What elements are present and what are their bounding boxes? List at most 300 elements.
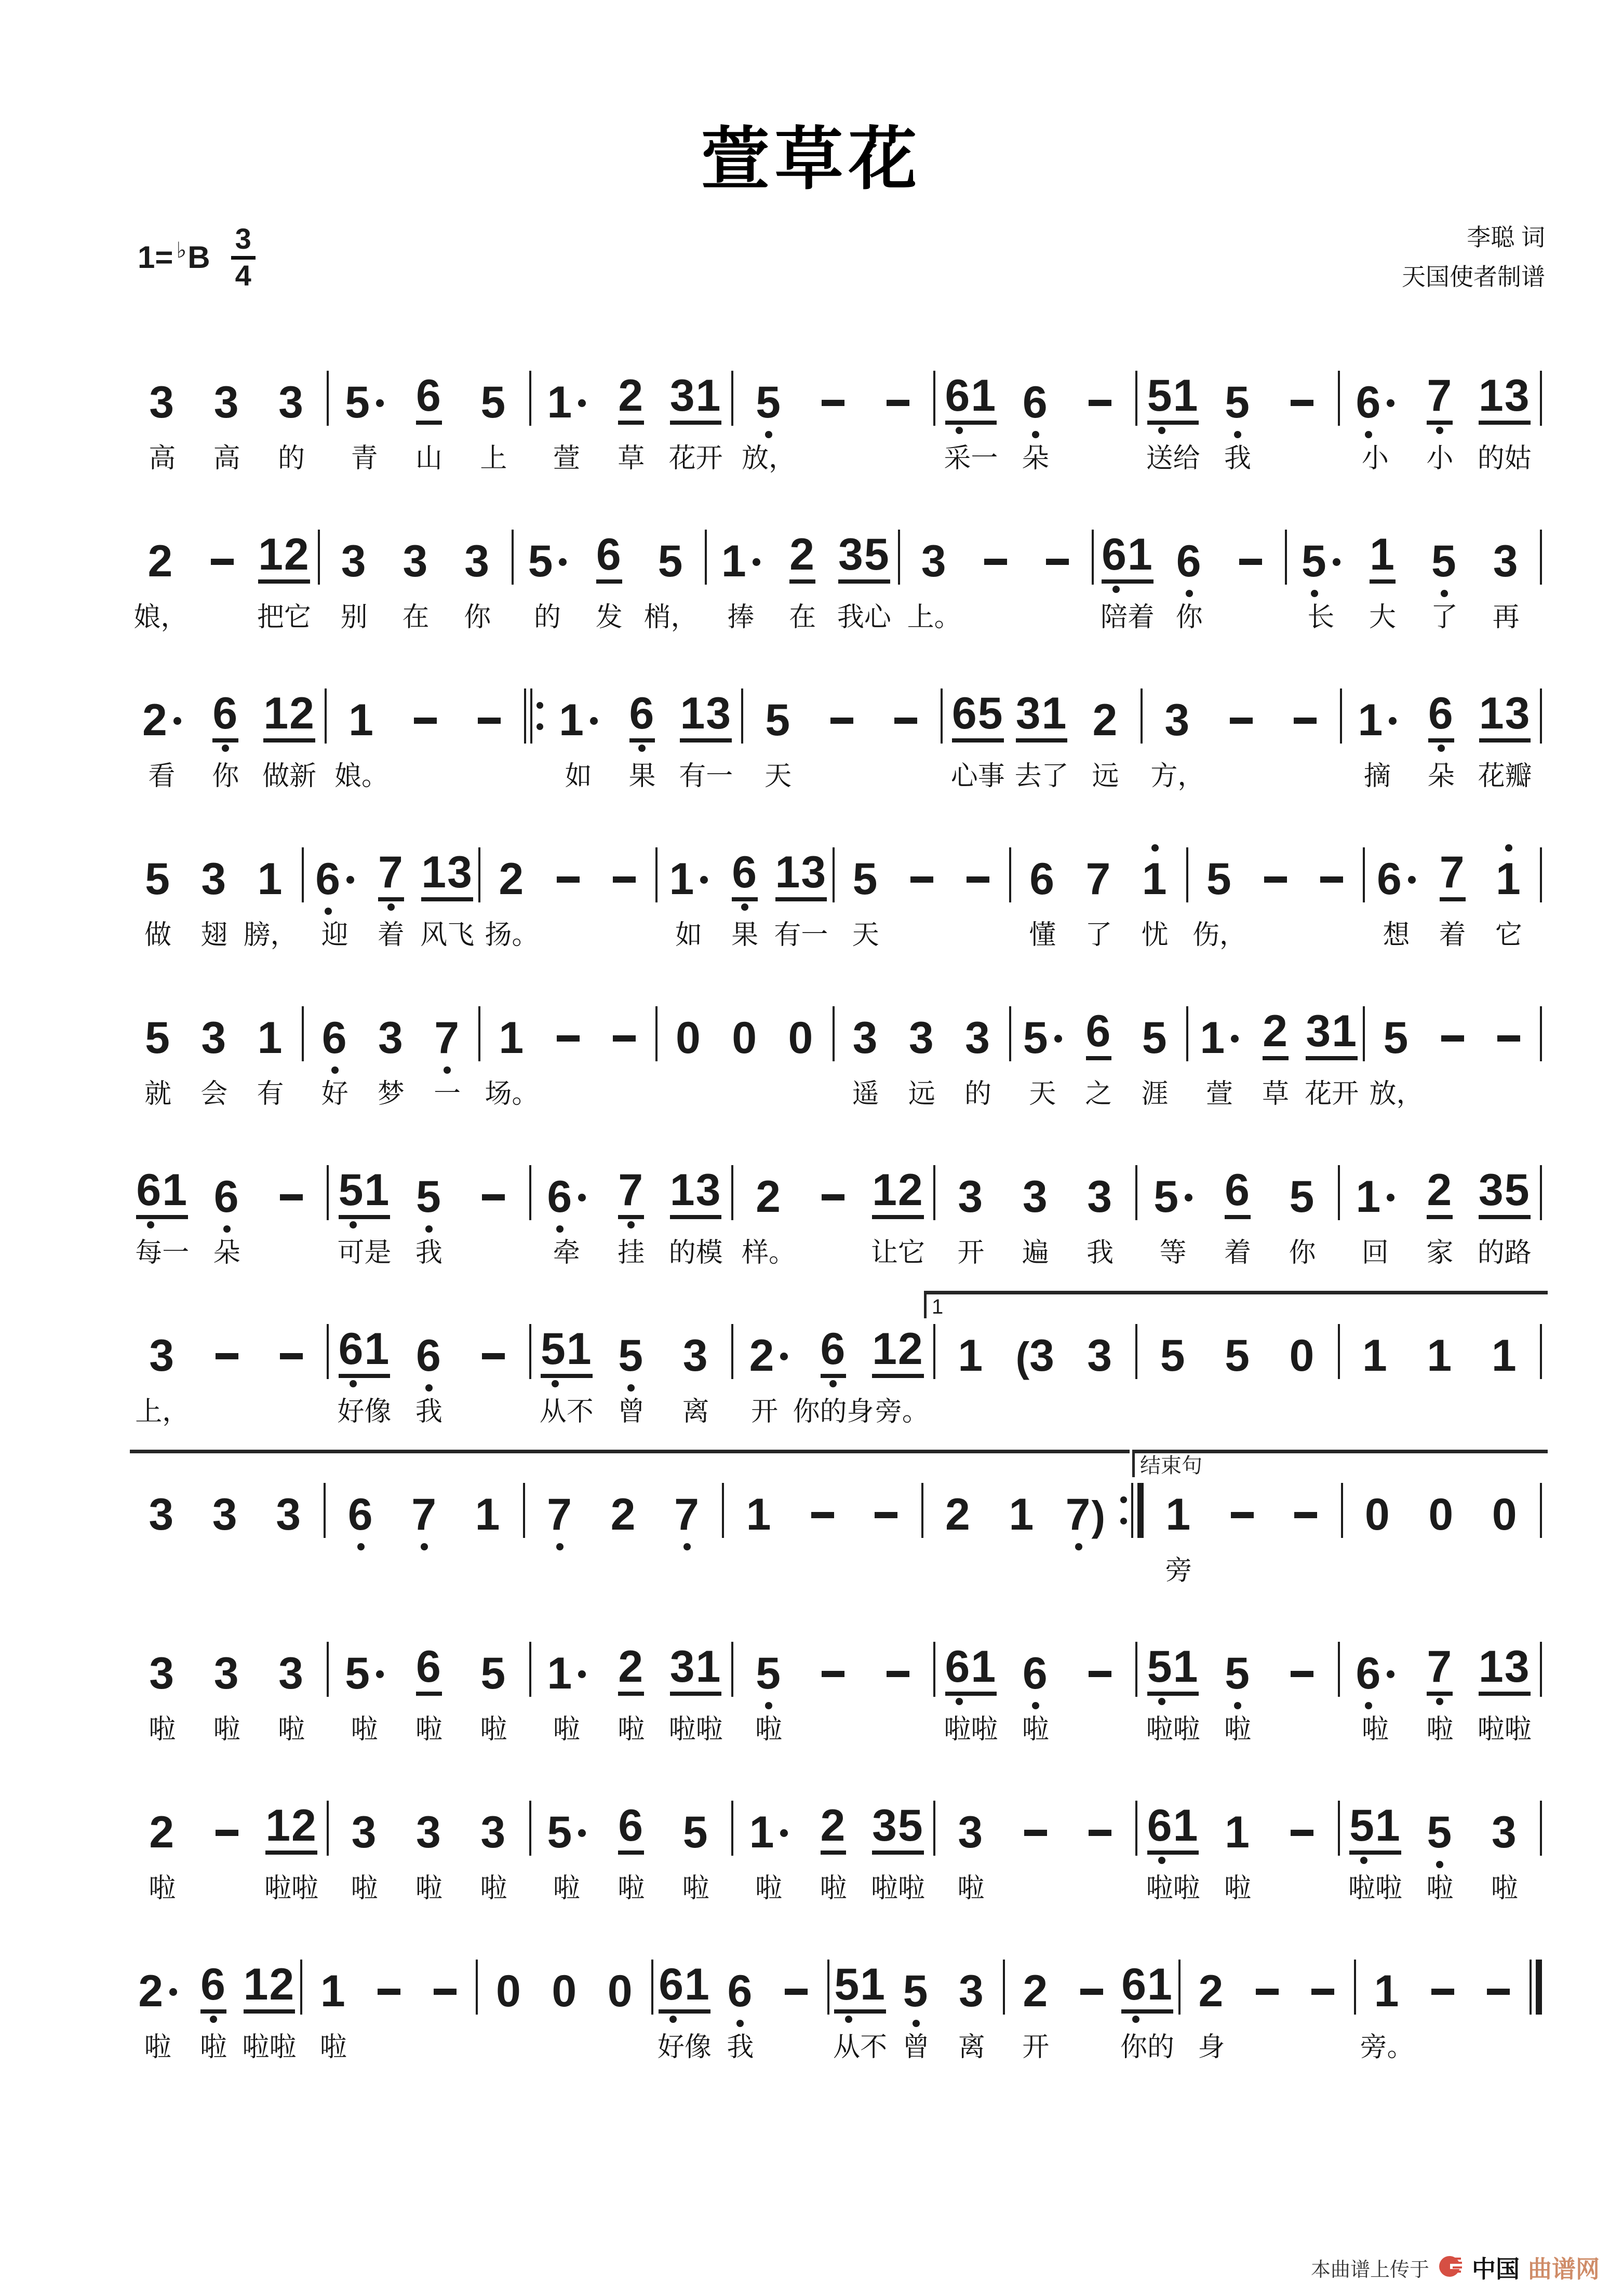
note-digits: 5	[1427, 1810, 1453, 1855]
note-digits: 5	[345, 1648, 371, 1698]
note	[332, 1637, 396, 1698]
note	[674, 683, 738, 745]
lyric	[1270, 1713, 1334, 1751]
lyric: 你	[464, 602, 491, 632]
barline-thin	[655, 1006, 658, 1061]
note	[866, 1795, 930, 1857]
lyrics-row	[534, 1872, 728, 1910]
lyric: 天	[1029, 1078, 1056, 1109]
notes-row	[534, 1319, 728, 1380]
barline	[933, 1795, 935, 1856]
note	[332, 1319, 396, 1380]
lyric	[1054, 1555, 1117, 1592]
note	[656, 1954, 712, 2016]
lyric: 如	[675, 920, 702, 950]
note	[130, 1319, 194, 1380]
note-digits: 3	[278, 377, 304, 427]
lyric: 高	[213, 443, 240, 474]
note-digits: 5	[1383, 1012, 1410, 1063]
barline	[933, 366, 935, 426]
lyric: 啦	[480, 1873, 507, 1903]
lyrics-row	[1343, 1713, 1537, 1751]
note	[185, 1954, 241, 2016]
duration-dash	[216, 1830, 238, 1836]
note	[1472, 1795, 1537, 1857]
lyrics-row	[130, 1555, 320, 1592]
note	[1205, 1160, 1270, 1221]
note-digits: 13	[670, 1168, 722, 1219]
measure-row	[130, 683, 1545, 798]
lyrics-row	[1345, 760, 1537, 798]
lyric	[1407, 1396, 1472, 1433]
note-digits: 5	[1206, 854, 1232, 904]
notes-row	[1290, 524, 1537, 586]
lyric: 娘。	[334, 761, 389, 791]
note-digits: 0	[1364, 1489, 1391, 1539]
lyric	[540, 919, 596, 956]
measure	[661, 1001, 829, 1115]
measure	[332, 1795, 526, 1910]
octave-low-dot	[552, 1380, 559, 1387]
duration-dash	[822, 400, 844, 406]
note-digits: 61	[945, 373, 997, 425]
note	[950, 842, 1006, 903]
barline-thin	[827, 1960, 829, 2015]
note	[938, 1637, 1003, 1698]
note	[663, 1319, 728, 1380]
lyric: 在	[789, 602, 816, 632]
lyrics-row	[1343, 1872, 1537, 1910]
note	[194, 1319, 259, 1380]
barline	[1540, 683, 1542, 744]
note-digits: 0	[1428, 1489, 1455, 1539]
octave-low-dot	[331, 1066, 339, 1074]
barline	[731, 1795, 733, 1856]
note	[1343, 1795, 1407, 1857]
barline-thin	[933, 1642, 935, 1697]
octave-low-dot	[387, 903, 395, 911]
note-digits: 3	[415, 1807, 442, 1857]
note	[1415, 1954, 1470, 2016]
note	[332, 366, 396, 427]
lyric: 曾	[618, 1396, 645, 1427]
note	[1003, 366, 1068, 427]
lyric: 啦	[553, 1873, 580, 1903]
measure-row	[130, 842, 1545, 956]
lyric	[537, 2031, 593, 2069]
note	[1014, 842, 1070, 903]
barline	[529, 366, 531, 426]
barline	[898, 524, 900, 585]
note	[1068, 1160, 1132, 1221]
barline	[1338, 1637, 1340, 1697]
duration-dash	[280, 1194, 303, 1200]
lyrics-row	[938, 1713, 1132, 1751]
note	[801, 1160, 865, 1221]
note-digits: 1	[1356, 1171, 1382, 1222]
note	[894, 842, 950, 903]
lyric: 风飞	[420, 920, 475, 950]
note	[663, 366, 728, 427]
barline	[478, 1001, 480, 1061]
measure	[1141, 366, 1334, 480]
lyric: 啦	[1224, 1714, 1252, 1745]
note-digits: 2	[138, 1966, 165, 2016]
lyric	[1415, 2031, 1470, 2069]
barline	[1530, 1954, 1542, 2015]
duration-dash	[1487, 1989, 1510, 1995]
lyric	[540, 1078, 596, 1115]
lyric	[393, 1555, 456, 1592]
note-digits: 1	[721, 536, 747, 586]
note	[1205, 366, 1270, 427]
notes-row	[534, 1637, 728, 1698]
barline	[325, 683, 327, 744]
duration-dash	[414, 718, 437, 724]
lyrics-row	[130, 601, 315, 639]
note	[1068, 366, 1132, 427]
note-digits: 1	[746, 1489, 772, 1539]
note	[130, 524, 192, 586]
note-digits: 3	[908, 1012, 935, 1063]
note	[1343, 366, 1407, 427]
barline	[1363, 842, 1365, 902]
note	[1352, 524, 1414, 586]
measure-row	[130, 1795, 1545, 1910]
note	[1191, 1001, 1248, 1062]
notes-row	[330, 683, 521, 745]
barline-thin	[325, 688, 327, 744]
lyrics-row	[1146, 760, 1337, 798]
note	[1472, 1160, 1537, 1221]
measure	[1368, 842, 1537, 956]
lyric: 好像	[658, 2032, 712, 2062]
lyric: 开	[751, 1396, 779, 1427]
barline-thin	[1135, 1801, 1137, 1856]
note-digits: 0	[552, 1966, 578, 2016]
dot-after	[346, 876, 354, 884]
barline-thin	[1285, 530, 1287, 585]
note	[1274, 1478, 1337, 1539]
note-digits: 1	[1427, 1330, 1453, 1381]
barline	[1540, 1795, 1542, 1856]
note-digits: 5	[1023, 1012, 1049, 1063]
lyric	[1346, 1555, 1410, 1592]
measure	[1345, 683, 1537, 798]
lyrics-row	[130, 442, 324, 480]
measure	[736, 1795, 930, 1910]
duration-dash	[478, 718, 501, 724]
note	[1205, 1637, 1270, 1698]
lyrics-row	[1346, 1555, 1537, 1592]
lyric: 小	[1426, 443, 1454, 474]
barline-thin	[302, 1006, 304, 1061]
barline-thin	[1009, 1006, 1011, 1061]
note	[773, 842, 829, 903]
lyric: 啦	[1426, 1714, 1454, 1745]
octave-low-dot	[627, 1384, 635, 1392]
note	[1270, 366, 1334, 427]
barline	[529, 1319, 531, 1379]
note	[894, 1001, 950, 1062]
lyric: 我	[415, 1237, 442, 1268]
barline	[1540, 366, 1542, 426]
note-digits: 3	[201, 1012, 227, 1063]
note-digits: 1	[257, 1012, 284, 1063]
notes-row	[130, 366, 324, 427]
note-digits: 12	[263, 691, 315, 742]
lyric: 捧	[727, 602, 755, 632]
notes-row	[332, 1795, 526, 1857]
barline-thin	[324, 1483, 326, 1538]
barline-thin	[1186, 1006, 1188, 1061]
note-digits: 0	[607, 1966, 634, 2016]
duration-dash	[1089, 400, 1111, 406]
note-digits: 61	[1102, 532, 1153, 584]
lyrics-row	[130, 1237, 324, 1274]
lyric: 放，	[1369, 1078, 1424, 1109]
barline-thin	[523, 1483, 525, 1538]
notes-row	[307, 842, 476, 903]
measure	[130, 842, 299, 956]
dot-after	[590, 717, 598, 725]
measure	[305, 1954, 473, 2069]
dot-after	[700, 876, 708, 884]
note	[397, 1319, 461, 1380]
barline-thin	[731, 1642, 733, 1697]
note-digits: 0	[788, 1012, 814, 1063]
music-line	[130, 333, 1545, 480]
note	[1205, 1319, 1270, 1380]
note-digits: 12	[265, 1803, 317, 1855]
duration-dash	[613, 1035, 636, 1042]
note	[1248, 1001, 1304, 1062]
note	[1239, 1954, 1295, 2016]
note-digits: 3	[149, 1648, 176, 1698]
measure	[1014, 842, 1183, 956]
lyric: 啦	[149, 1873, 176, 1903]
repeat-dots	[1120, 1483, 1127, 1538]
lyric	[596, 1078, 652, 1115]
barline	[1135, 1160, 1137, 1220]
barline-thin	[302, 847, 304, 902]
measure-row	[130, 1478, 1545, 1592]
note	[130, 1637, 194, 1698]
lyric	[1027, 601, 1089, 639]
note-digits: 5	[756, 380, 782, 425]
note	[461, 1319, 526, 1380]
duration-dash	[967, 876, 989, 883]
measure-row	[130, 1954, 1545, 2069]
notes-row	[130, 1160, 324, 1221]
barline	[731, 1637, 733, 1697]
measure	[130, 1954, 297, 2069]
barline	[1540, 1319, 1542, 1379]
octave-low-dot	[1360, 1857, 1367, 1864]
notes-row	[838, 842, 1007, 903]
note-digits: 6	[315, 857, 341, 901]
note	[1472, 1319, 1537, 1380]
notes-row	[130, 1319, 324, 1380]
note-digits: 2	[1023, 1966, 1049, 2016]
note	[1407, 1795, 1472, 1857]
octave-low-dot	[913, 2020, 920, 2027]
note-digits: 2	[821, 1803, 847, 1855]
lyric	[1210, 760, 1273, 798]
notes-row	[938, 1795, 1132, 1857]
lyric: 的姑	[1477, 443, 1532, 474]
octave-low-dot	[223, 1225, 231, 1233]
measure	[927, 1478, 1117, 1592]
watermark	[1311, 2250, 1600, 2285]
note	[332, 1160, 396, 1221]
measure-row	[130, 1001, 1545, 1115]
note-digits: 6	[1377, 854, 1403, 904]
note	[534, 1319, 599, 1380]
barline-thin	[1178, 1960, 1181, 2015]
measure	[1141, 1637, 1334, 1751]
lyric: 伤，	[1192, 920, 1246, 950]
note-digits: 5	[480, 1648, 507, 1698]
note	[1003, 1160, 1068, 1221]
lyric: 它	[1495, 920, 1522, 950]
octave-low-dot	[1436, 1698, 1443, 1705]
lyrics-row	[746, 760, 938, 798]
measure	[528, 1478, 719, 1592]
note-digits: 2	[1427, 1168, 1453, 1219]
lyrics-row	[1343, 1396, 1537, 1433]
lyrics-row	[546, 760, 738, 798]
barline-thin	[833, 1006, 835, 1061]
close-paren: )	[1091, 1492, 1106, 1539]
note	[866, 366, 930, 427]
note	[736, 1637, 801, 1698]
barline-thin	[1540, 1324, 1542, 1379]
lyrics-row	[307, 919, 476, 956]
duration-dash	[1311, 1989, 1334, 1995]
note	[461, 1160, 526, 1221]
lyric	[528, 1555, 592, 1592]
note-digits: 3	[921, 536, 947, 586]
octave-low-dot	[741, 903, 748, 911]
measure	[534, 366, 728, 480]
note-digits: 2	[1263, 1009, 1289, 1060]
lyric: 采一	[944, 443, 998, 474]
note-digits: 5	[1225, 1651, 1251, 1696]
note-digits: 3	[1087, 1330, 1114, 1381]
lyric	[990, 1555, 1053, 1592]
barline	[1354, 1954, 1356, 2015]
lyric: 啦啦	[1477, 1714, 1532, 1745]
note	[903, 524, 965, 586]
barline-thin	[529, 371, 531, 426]
barline-thin	[933, 371, 935, 426]
note	[307, 1001, 363, 1062]
lyric: 啦	[351, 1714, 378, 1745]
note-digits: 3	[213, 377, 240, 427]
lyric: 啦	[755, 1714, 783, 1745]
lyric: 家	[1426, 1237, 1454, 1268]
lyrics-row	[130, 760, 321, 798]
note	[661, 842, 717, 903]
note	[1068, 1637, 1132, 1698]
measure	[1343, 366, 1537, 480]
barline-thin	[731, 1165, 733, 1220]
note	[258, 683, 321, 745]
duration-dash	[1231, 1512, 1254, 1518]
lyric	[1220, 601, 1282, 639]
lyric	[1274, 1555, 1337, 1592]
octave-low-dot	[1112, 586, 1120, 593]
note	[461, 366, 526, 427]
note-digits: 6	[1023, 380, 1049, 425]
note	[130, 683, 194, 745]
note	[259, 1319, 324, 1380]
lyric	[655, 1555, 719, 1592]
note	[713, 1954, 768, 2016]
octave-low-dot	[325, 908, 332, 915]
note-digits: 3	[965, 1012, 991, 1063]
notes-row	[1097, 524, 1282, 586]
lyric: 送给	[1146, 443, 1200, 474]
note-digits: 5	[345, 377, 371, 427]
barline-thin	[1540, 1801, 1542, 1856]
note-digits: 6	[1176, 539, 1202, 584]
measure	[1184, 1954, 1351, 2069]
note-digits: 5	[1431, 539, 1457, 584]
note	[419, 842, 475, 903]
notes-row	[546, 683, 738, 745]
lyric: 啦	[1491, 1873, 1518, 1903]
lyric: 会	[200, 1078, 228, 1109]
lyric: 果	[628, 761, 656, 791]
note	[540, 1001, 596, 1062]
note	[330, 683, 394, 745]
barline	[933, 1319, 935, 1379]
note	[1141, 1160, 1205, 1221]
note	[746, 683, 810, 745]
lyric	[1141, 1396, 1205, 1433]
duration-dash	[894, 718, 917, 724]
note	[1472, 1637, 1537, 1698]
note	[397, 366, 461, 427]
note	[838, 1001, 894, 1062]
lyric	[1473, 1555, 1536, 1592]
octave-high-dot	[1151, 844, 1159, 852]
lyric	[717, 1078, 773, 1115]
dot-after	[578, 1194, 586, 1201]
octave-low-dot	[421, 1543, 428, 1550]
note-digits: 5	[756, 1651, 782, 1696]
notes-row	[1343, 366, 1537, 427]
note	[1407, 366, 1472, 427]
notes-row	[938, 366, 1132, 427]
lyric	[257, 1555, 320, 1592]
note-digits: 6	[212, 691, 238, 742]
lyrics-row	[903, 601, 1088, 639]
barline	[833, 842, 835, 902]
lyric	[1471, 2031, 1526, 2069]
lyric: 啦	[755, 1873, 783, 1903]
note-digits: 2	[147, 536, 174, 586]
note	[768, 1954, 824, 2016]
note	[1097, 524, 1159, 586]
measure	[736, 366, 930, 480]
barline-thin	[529, 1801, 531, 1856]
measure	[307, 1001, 476, 1115]
note	[596, 1001, 652, 1062]
note	[946, 683, 1010, 745]
